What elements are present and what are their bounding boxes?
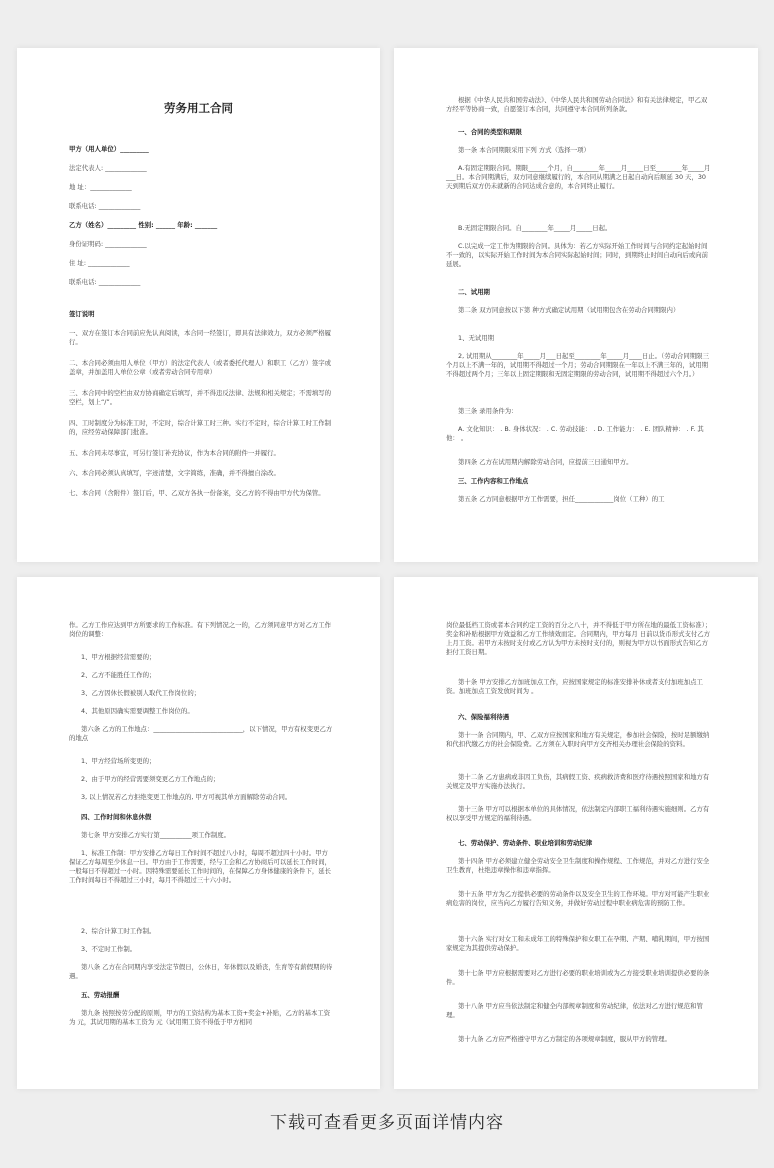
paragraph: 第十条 甲方安排乙方加班加点工作，应按国家规定的标准安排补休或者支付加班加点工资。加班加点工资发放时间为 。 xyxy=(446,678,703,695)
paragraph: 第七条 甲方安排乙方实行第__________项工作制度。 xyxy=(81,831,231,839)
contract-page-2 xyxy=(394,48,758,562)
paragraph: 第八条 乙方在合同期内享受法定节假日，公休日，年休假以及婚丧，生育等有薪假期的待遇。 xyxy=(69,963,333,980)
note-item: 四、工时制度分为标准工时，不定时，综合计算工时三种。实行不定时，综合计算工时工作制的，应经劳动保障部门批准。 xyxy=(69,419,332,436)
paragraph: 1、无试用期 xyxy=(458,334,495,342)
paragraph: 第十八条 甲方应当依法制定和健全内部规章制度和劳动纪律，依法对乙方进行规范和管理。 xyxy=(446,1002,703,1019)
paragraph: 1、甲方经营场所变更的； xyxy=(81,757,156,765)
party-b-line: 乙方（姓名）_________ 性别: ______ 年龄: _______ xyxy=(69,221,218,229)
paragraph: 第十六条 实行对女工和未成年工的特殊保护和女职工在孕期、产期、哺乳期间，甲方按国家规定为其提供劳动保护。 xyxy=(446,935,710,952)
phone-a-line: 联系电话: _____________ xyxy=(69,202,141,210)
paragraph: 3、不定时工作制。 xyxy=(81,945,137,953)
section-heading: 一、合同的类型和期限 xyxy=(458,128,522,136)
section-heading: 七、劳动保护、劳动条件、职业培训和劳动纪律 xyxy=(458,839,593,847)
section-heading: 二、试用期 xyxy=(458,288,490,296)
paragraph: 第三条 录用条件为： xyxy=(458,407,518,415)
note-item: 二、本合同必须由用人单位（甲方）的法定代表人（或者委托代理人）和职工（乙方）签字或盖章，并加盖用人单位公章（或者劳动合同专用章） xyxy=(69,359,332,376)
legal-rep-line: 法定代表人: _____________ xyxy=(69,164,147,172)
section-heading: 三、工作内容和工作地点 xyxy=(458,477,529,485)
contract-page-3 xyxy=(17,577,380,1089)
paragraph: 第四条 乙方在试用期内解除劳动合同，应提前三日通知甲方。 xyxy=(458,458,633,466)
paragraph: 第十四条 甲方必须建立健全劳动安全卫生制度和操作规程、工作规范，并对乙方进行安全卫生教育，杜绝违章操作和违章指挥。 xyxy=(446,857,710,874)
download-banner[interactable]: 下载可查看更多页面详情内容 xyxy=(270,1113,504,1133)
paragraph: 2、乙方不能胜任工作的； xyxy=(81,671,156,679)
section-heading: 五、劳动报酬 xyxy=(81,991,120,999)
contract-page-1 xyxy=(17,48,380,562)
section-heading: 六、保险福利待遇 xyxy=(458,713,510,721)
paragraph: 第十七条 甲方应根据需要对乙方进行必要的职业培训或为乙方接受职业培训提供必要的条件。 xyxy=(446,969,710,986)
paragraph: 3, 以上情况若乙方拒绝变更工作地点的, 甲方可视其单方面解除劳动合同。 xyxy=(81,793,292,801)
signing-notes-heading: 签订说明 xyxy=(69,310,95,318)
paragraph: 第十一条 合同期内，甲、乙双方应按国家和地方有关规定，参加社会保险，按时足额缴纳和代扣代缴乙方的社会保险费。乙方须在入职时向甲方交齐相关办理社会保险的资料。 xyxy=(446,731,710,748)
paragraph: 第十三条 甲方可以根据本单位的具体情况，依法制定内部职工福利待遇实施细则。乙方有权以享受甲方规定的福利待遇。 xyxy=(446,805,710,822)
paragraph: 岗位最低档工资或者本合同约定工资的百分之八十，并不得低于甲方所在地的最低工资标准）；奖金和补贴根据甲方效益和乙方工作绩效而定。合同期内，甲方每月 日前以货币形式支付乙方上月工资。若甲方未按时支付或乙方认为甲方未按时支付的，则视为甲方以书面形式告知乙方拒付工资日期。 xyxy=(446,621,712,656)
address-a-line: 地 址：_____________ xyxy=(69,183,132,191)
phone-b-line: 联系电话: _____________ xyxy=(69,278,141,286)
contract-title: 劳务用工合同 xyxy=(164,101,233,115)
id-number-line: 身份证明码: _____________ xyxy=(69,240,147,248)
paragraph: 根据《中华人民共和国劳动法》、《中华人民共和国劳动合同法》和有关法律规定，甲乙双方经平等协商一致，自愿签订本合同，共同遵守本合同所列条款。 xyxy=(446,96,708,113)
paragraph: 第六条 乙方的工作地点：____________________________，以下情况，甲方有权变更乙方的地点 xyxy=(69,725,333,742)
contract-page-4 xyxy=(394,577,758,1089)
paragraph: 第十二条 乙方患病或非因工负伤，其病假工资、疾病救济费和医疗待遇按照国家和地方有关规定及甲方实施办法执行。 xyxy=(446,773,710,790)
paragraph: 第二条 双方同意按以下第 种方式确定试用期（试用期包含在劳动合同期限内） xyxy=(458,306,680,314)
paragraph: 1、甲方根据经营需要的； xyxy=(81,653,156,661)
note-item: 一、双方在签订本合同前应先认真阅读，本合同一经签订，即具有法律效力，双方必须严格履行。 xyxy=(69,329,332,346)
paragraph: 第一条 本合同期限采用下列 方式（选择一项） xyxy=(458,146,590,154)
paragraph: 4、其他原因确实需要调整工作岗位的。 xyxy=(81,707,194,715)
party-a-line: 甲方（用人单位）_________ xyxy=(69,145,149,153)
paragraph: 第五条 乙方同意根据甲方工作需要，担任____________岗位（工种）的工 xyxy=(458,495,665,503)
paragraph: C.以完成一定工作为期限的合同。具体为：若乙方实际开始工作时间与合同约定起始时间不一致的，以实际开始工作时间为本合同实际起始时间；同时，到期终止时间自动向后或向前延展。 xyxy=(446,242,709,268)
paragraph: 1、标准工作制：甲方安排乙方每日工作时间不超过八小时，每周不超过四十小时。甲方保证乙方每周至少休息一日。甲方由于工作需要，经与工会和乙方协商后可以延长工作时间，一般每日不得超过一小时。因特殊需要延长工作时间的，在保障乙方身体健康的条件下，延长工作时间每日不得超过三小时，每月不得超过三十六小时。 xyxy=(69,849,332,884)
paragraph: 第十五条 甲方为乙方提供必要的劳动条件以及安全卫生的工作环境。甲方对可能产生职业病危害的岗位，应当向乙方履行告知义务，并做好劳动过程中职业病危害的预防工作。 xyxy=(446,890,710,907)
note-item: 五、本合同未尽事宜，可另行签订补充协议，作为本合同的附件一并履行。 xyxy=(69,449,280,457)
paragraph: 第九条 按照按劳分配的原则，甲方的工资结构为基本工资+奖金+补贴，乙方的基本工资为 元，其试用期的基本工资为 元（试用期工资不得低于甲方相同 xyxy=(69,1009,331,1026)
paragraph: B.无固定期限合同。自________年_____月_____日起。 xyxy=(458,224,612,232)
paragraph: 2、由于甲方的经营需要须变更乙方工作地点的； xyxy=(81,775,220,783)
note-item: 六、本合同必须认真填写，字迹清楚，文字简练，准确，并不得擅自涂改。 xyxy=(69,469,280,477)
section-heading: 四、工作时间和休息休假 xyxy=(81,813,152,821)
paragraph: A. 文化知识： . B. 身体状况： . C. 劳动技能： . D. 工作能力： . E. 团队精神： . F. 其他： 。 xyxy=(446,425,704,442)
note-item: 七、本合同（含附件）签订后，甲、乙双方各执一份备案，交乙方的不得由甲方代为保管。 xyxy=(69,489,325,497)
paragraph: 2、综合计算工时工作制。 xyxy=(81,927,156,935)
note-item: 三、本合同中的空栏由双方协商确定后填写，并不得违反法律、法规和相关规定；不需填写的空栏，划上“/”。 xyxy=(69,389,332,406)
paragraph: 第十九条 乙方应严格遵守甲方乙方制定的各项规章制度，服从甲方的管理。 xyxy=(458,1035,671,1043)
paragraph: 3、乙方因休长假被别人取代工作岗位的； xyxy=(81,689,201,697)
paragraph: 2, 试用期从________年_____月___日起至________年_____月____日止。（劳动合同期限三个月以上不满一年的，试用期不得超过一个月；劳动合同期限在一年以上不满三年的，试用期不得超过两个月；三年以上固定期限和无固定期限的劳动合同，试用期不得超过六个月。） xyxy=(446,352,709,378)
paragraph: 作。乙方工作应达到甲方所要求的工作标准。有下列情况之一的，乙方须同意甲方对乙方工作岗位的调整： xyxy=(69,621,332,638)
address-b-line: 住 址: _____________ xyxy=(69,259,130,267)
paragraph: A.有固定期限合同。期限______个月，自________年_____月_____日至________年_____月___日。本合同期满后，双方同意继续履行的，本合同从期满之日起自动向后顺延 30 天，30 天到期后双方仍未就新的合同达成合意的，本合同终止履行。 xyxy=(446,164,711,190)
